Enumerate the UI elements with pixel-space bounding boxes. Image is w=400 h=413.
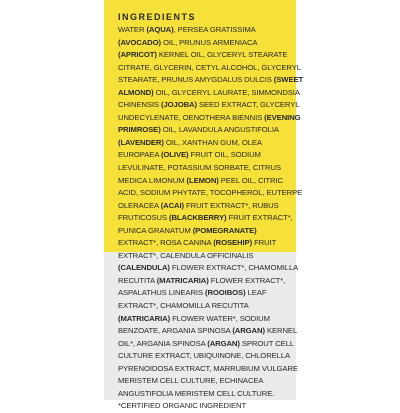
ingredient-line bbox=[118, 200, 294, 213]
ingredient-line bbox=[118, 212, 294, 225]
ingredient-common-name: (BLACKBERRY) bbox=[169, 213, 227, 223]
ingredient-text: UNDECYLENATE, OENOTHERA BIENNIS bbox=[118, 112, 265, 122]
ingredient-text: EXTRACT*, CALENDULA OFFICINALIS bbox=[118, 250, 254, 260]
ingredient-text: OIL, XANTHAN GUM, OLEA bbox=[163, 137, 262, 147]
ingredient-text: RECUTITA bbox=[118, 275, 157, 285]
ingredient-common-name: (OLIVE) bbox=[160, 150, 189, 160]
ingredient-common-name: (ROSEHIP) bbox=[213, 238, 253, 248]
ingredient-common-name: (APRICOT) bbox=[118, 50, 157, 60]
ingredient-common-name: (LAVENDER) bbox=[118, 137, 164, 147]
ingredient-line bbox=[118, 237, 294, 250]
ingredient-common-name: (JOJOBA) bbox=[161, 100, 197, 110]
ingredient-common-name: (ARGAN) bbox=[232, 326, 265, 336]
ingredient-text: FLOWER EXTRACT*, bbox=[208, 275, 286, 285]
ingredient-line bbox=[118, 400, 294, 413]
ingredient-common-name: (AQUA) bbox=[146, 25, 174, 34]
ingredients-label-panel bbox=[104, 0, 304, 411]
ingredient-line bbox=[118, 175, 294, 188]
ingredient-line bbox=[118, 350, 294, 363]
ingredient-text: CHINENSIS bbox=[118, 100, 161, 110]
ingredient-text: , PERSEA GRATISSIMA bbox=[173, 25, 256, 34]
ingredient-common-name: (CALENDULA) bbox=[118, 263, 170, 273]
ingredient-common-name: (ACAI) bbox=[160, 200, 184, 210]
ingredient-line bbox=[118, 124, 294, 137]
ingredient-line bbox=[118, 363, 298, 376]
ingredient-line bbox=[118, 24, 294, 37]
ingredient-line bbox=[118, 74, 304, 87]
ingredients-heading: INGREDIENTS bbox=[118, 12, 197, 22]
ingredient-common-name: PRIMROSE) bbox=[118, 125, 161, 135]
ingredient-common-name: ALMOND) bbox=[118, 87, 154, 97]
ingredient-text: SEED EXTRACT, GLYCERYL bbox=[196, 100, 300, 110]
ingredient-line bbox=[118, 149, 294, 162]
ingredients-list bbox=[118, 24, 304, 413]
ingredient-text: FRUIT bbox=[252, 238, 277, 248]
ingredient-text: MERISTEM CELL CULTURE, ECHINACEA bbox=[118, 376, 264, 386]
ingredient-common-name: (AVOCADO) bbox=[118, 37, 161, 47]
ingredient-text: WATER bbox=[118, 25, 147, 34]
ingredient-text: CULTURE EXTRACT, UBIQUINONE, CHLORELLA bbox=[118, 351, 291, 361]
ingredient-common-name: (EVENING bbox=[264, 112, 301, 122]
ingredient-text: BENZOATE, ARGANIA SPINOSA bbox=[118, 326, 233, 336]
ingredient-line bbox=[118, 87, 300, 100]
ingredient-line bbox=[118, 112, 301, 125]
ingredient-text: OIL, LAVANDULA ANGUSTIFOLIA bbox=[160, 125, 279, 135]
ingredient-line bbox=[118, 275, 294, 288]
ingredient-text: ASPALATHUS LINEARIS bbox=[118, 288, 206, 298]
ingredient-text: SPROUT CELL bbox=[239, 338, 295, 348]
ingredient-text: OIL*, ARGANIA SPINOSA bbox=[118, 338, 208, 348]
ingredient-text: OIL, GLYCERYL LAURATE, SIMMONDSIA bbox=[153, 87, 300, 97]
ingredient-line bbox=[118, 99, 300, 112]
ingredient-text: ACID, SODIUM PHYTATE, TOCOPHEROL, EUTERPE bbox=[118, 188, 303, 198]
ingredient-line bbox=[118, 137, 294, 150]
ingredient-text: OLERACEA bbox=[118, 200, 161, 210]
ingredient-line bbox=[118, 62, 301, 75]
ingredient-line bbox=[118, 300, 294, 313]
ingredient-line bbox=[118, 250, 294, 263]
ingredient-text: PUNICA GRANATUM bbox=[118, 225, 193, 235]
ingredient-text: PYRENOIDOSA EXTRACT, MARRUBIUM VULGARE bbox=[118, 363, 298, 373]
ingredient-text: CITRATE, GLYCERIN, CETYL ALCOHOL, GLYCERYL bbox=[118, 62, 301, 72]
ingredient-common-name: (MATRICARIA) bbox=[118, 313, 171, 323]
ingredient-text: FLOWER EXTRACT*, CHAMOMILLA bbox=[169, 263, 299, 273]
ingredient-text: PEEL OIL, CITRIC bbox=[218, 175, 283, 185]
ingredient-text: EUROPAEA bbox=[118, 150, 161, 160]
ingredient-line bbox=[118, 262, 299, 275]
ingredient-line bbox=[118, 162, 294, 175]
ingredient-line bbox=[118, 338, 294, 351]
ingredient-text: FRUIT OIL, SODIUM bbox=[188, 150, 261, 160]
ingredient-text: EXTRACT*, ROSA CANINA bbox=[118, 238, 214, 248]
ingredient-common-name: (SWEET bbox=[273, 75, 304, 85]
ingredient-text: LEAF bbox=[245, 288, 267, 298]
ingredient-text: FRUTICOSUS bbox=[118, 213, 170, 223]
ingredient-text: FRUIT EXTRACT*, bbox=[226, 213, 293, 223]
ingredient-line bbox=[118, 287, 294, 300]
ingredient-text: STEARATE, PRUNUS AMYGDALUS DULCIS bbox=[118, 75, 274, 85]
ingredient-text: FLOWER WATER*, SODIUM bbox=[170, 313, 270, 323]
ingredient-line bbox=[118, 388, 294, 401]
ingredient-text: ANGUSTIFOLIA MERISTEM CELL CULTURE. bbox=[118, 388, 275, 398]
ingredient-text: FRUIT EXTRACT*, RUBUS bbox=[184, 200, 279, 210]
ingredient-line bbox=[118, 225, 294, 238]
ingredient-line bbox=[118, 313, 294, 326]
ingredient-text: OIL, PRUNUS ARMENIACA bbox=[160, 37, 258, 47]
ingredient-line bbox=[118, 49, 294, 62]
ingredient-text: MEDICA LIMONUM bbox=[118, 175, 187, 185]
ingredient-line bbox=[118, 375, 294, 388]
ingredient-common-name: (LEMON) bbox=[186, 175, 219, 185]
ingredient-text: EXTRACT*, CHAMOMILLA RECUTITA bbox=[118, 301, 249, 311]
ingredient-line bbox=[118, 187, 303, 200]
ingredient-common-name: (POMEGRANATE) bbox=[192, 225, 257, 235]
ingredients-content bbox=[118, 12, 304, 413]
ingredient-text: LEVULINATE, POTASSIUM SORBATE, CITRUS bbox=[118, 163, 281, 173]
ingredient-common-name: (ARGAN) bbox=[207, 338, 240, 348]
ingredient-text: *CERTIFIED ORGANIC INGREDIENT bbox=[118, 401, 247, 411]
ingredient-line bbox=[118, 37, 294, 50]
ingredient-text: KERNEL bbox=[264, 326, 298, 336]
ingredient-common-name: (ROOIBOS) bbox=[205, 288, 246, 298]
ingredient-line bbox=[118, 325, 298, 338]
ingredient-text: KERNEL OIL, GLYCERYL STEARATE bbox=[156, 50, 288, 60]
ingredient-common-name: (MATRICARIA) bbox=[156, 275, 209, 285]
